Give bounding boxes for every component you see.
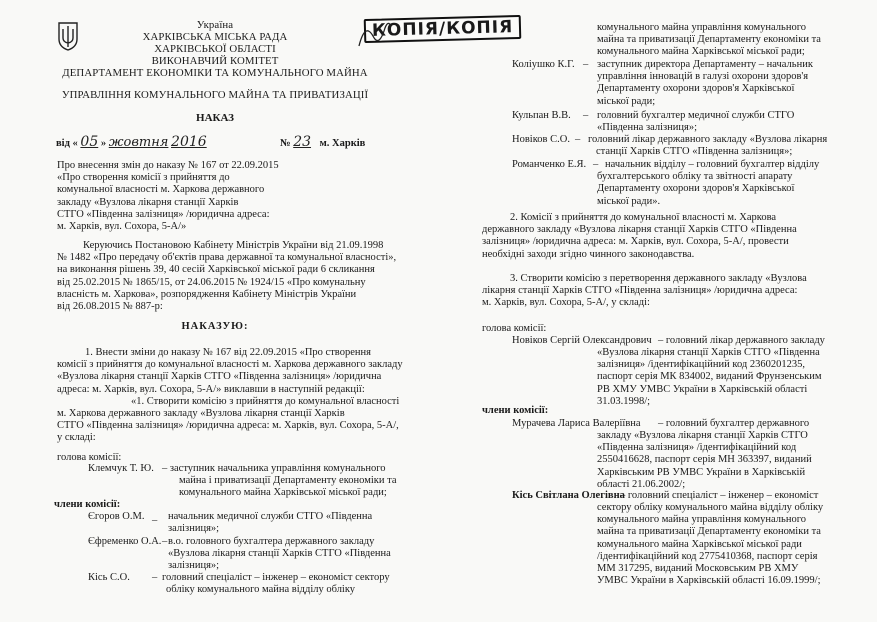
desc-line: комунального майна Харківської міської ради; [179, 487, 387, 499]
p1-line: комісії з прийняття до комунальної власності м. Харкова державного закладу [57, 359, 403, 371]
preamble-line: від 26.08.2015 № 887-р: [57, 301, 163, 313]
desc-line: міської ради; [597, 95, 656, 107]
number-line [280, 136, 365, 150]
subject-line: закладу «Вузлова лікарня станції Харків [57, 196, 239, 208]
header-department: ДЕПАРТАМЕНТ ЕКОНОМІКИ ТА КОМУНАЛЬНОГО МАЙНА [62, 67, 368, 79]
member-desc [597, 110, 794, 134]
desc-line: управління інновацій в галузі охорони здоров'я [597, 71, 809, 83]
p3-line: лікарня станції Харків СТГО «Південна залізниця» /юридична адреса: [482, 285, 798, 297]
desc-line: «Вузлова лікарня станції Харків СТГО «Південна [597, 347, 820, 358]
paragraph-1 [57, 347, 403, 445]
member-name: Новіков С.О. [512, 134, 570, 145]
p2-line: залізниця» /юридична адреса: м. Харків, вул. Сохора, 5-А/, провести [482, 236, 789, 248]
paragraph-2 [482, 212, 797, 261]
desc-line: головний лікар державного закладу «Вузлова лікарня [588, 134, 828, 145]
desc-line: міської ради». [597, 195, 661, 207]
desc-line: головний бухгалтер медичної служби СТГО [597, 110, 795, 121]
desc-line: Департаменту охорони здоров'я Харківської [597, 83, 795, 95]
subject-line: м. Харків, вул. Сохора, 5-А/» [57, 221, 187, 233]
member-dash: _ [152, 511, 158, 522]
preamble-line: № 1482 «Про передачу об'єктів права державної та комунальної власності», [57, 252, 397, 264]
date-day-handwritten: 05 [80, 134, 99, 150]
p1-line: «Вузлова лікарня станції Харків СТГО «Південна залізниця» /юридична [57, 371, 382, 383]
desc-line: залізниця» /ідентифікаційний код 2360201235, [597, 359, 806, 371]
member-dash: – [575, 134, 581, 145]
copy-stamp: КОПІЯ/КОПІЯ [364, 15, 522, 43]
desc-line: області 21.06.2002/; [597, 478, 686, 490]
member-desc-first: – головний спеціаліст – інженер – економіст [620, 490, 819, 501]
p2-line: 2. Комісії з прийняття до комунальної власності м. Харкова [510, 212, 777, 223]
member-name: Єгоров О.М. [88, 511, 145, 522]
doc-type-title: НАКАЗ [196, 112, 234, 124]
city-label: м. Харків [319, 138, 366, 149]
date-mid: » [100, 138, 107, 149]
desc-line: начальник відділу – головний бухгалтер відділу [605, 159, 820, 170]
member-desc [588, 134, 827, 158]
date-prefix: від « [56, 138, 78, 149]
desc-line: 31.03.1998/; [597, 395, 651, 407]
header-directorate: УПРАВЛІННЯ КОМУНАЛЬНОГО МАЙНА ТА ПРИВАТИЗАЦІЇ [61, 89, 369, 101]
subject-block [57, 160, 279, 233]
member-dash: – [583, 59, 589, 70]
subject-line: СТГО «Південна залізниця» /юридична адреса: [57, 208, 270, 220]
desc-line: ММ 317295, виданий Московським РВ ХМУ [597, 563, 799, 575]
desc-line: станції Харків СТГО «Південна залізниця»; [596, 146, 793, 158]
order-number-handwritten: 23 [293, 134, 312, 150]
desc-line: комунального майна Харківської міської ради; [597, 46, 805, 58]
desc-line: «Південна залізниця» /ідентифікаційний код [597, 442, 797, 454]
desc-line: УМВС України в Харківській області 16.09.1999/; [597, 575, 821, 587]
header-committee: ВИКОНАВЧИЙ КОМІТЕТ [151, 55, 279, 67]
p2-line: необхідні заходи згідно чинного законодавства. [482, 248, 695, 260]
right-top-cont [597, 22, 821, 59]
signature-scribble-icon [355, 16, 395, 56]
preamble-line: від 25.02.2015 № 1865/15, от 24.06.2015 № 1924/15 «Про комунальну [57, 276, 366, 288]
right-head-desc [597, 347, 822, 408]
date-month-handwritten: жовтня [108, 135, 169, 150]
p3-line: 3. Створити комісію з перетворення державного закладу «Вузлова [510, 273, 807, 284]
desc-line: – заступник начальника управління комунального [162, 463, 386, 474]
desc-line: Департаменту охорони здоров'я Харківської [597, 183, 795, 195]
member-dash: – [593, 159, 599, 170]
member-desc [597, 502, 823, 587]
member-desc-first: – головний бухгалтер державного [658, 418, 810, 429]
member-desc [168, 511, 372, 535]
member-name: Кісь С.О. [88, 572, 130, 583]
desc-line: бухгалтерського обліку та звітності апарату [597, 171, 793, 183]
desc-line: залізниця»; [168, 560, 220, 572]
left-head-name: Клемчук Т. Ю. [88, 463, 154, 474]
desc-line: «Південна залізниця»; [597, 122, 698, 134]
member-desc [168, 536, 391, 573]
desc-line: залізниця»; [168, 523, 220, 535]
header-country: Україна [196, 19, 234, 31]
desc-line: /ідентифікаційний код 2775410368, паспорт серія [597, 550, 818, 562]
desc-line: майна та приватизації Департаменту економіки та [597, 34, 821, 46]
member-dash: – [162, 536, 168, 547]
desc-line: 2550416628, паспорт серія МН 363397, виданий [597, 454, 812, 466]
paragraph-3 [482, 273, 807, 310]
member-name: Коліушко К.Г. [512, 59, 575, 70]
desc-line: «Вузлова лікарня станції Харків СТГО «Південна [168, 548, 391, 560]
desc-line: комунального майна Харківської міської ради [597, 538, 802, 550]
header-council: ХАРКІВСЬКА МІСЬКА РАДА [142, 31, 288, 43]
desc-line: обліку комунального майна відділу обліку [166, 584, 356, 596]
desc-line: Харківським РВ УМВС України в Харківській [597, 466, 806, 478]
p1-line: 1. Внести зміни до наказу № 167 від 22.09.2015 «Про створення [85, 347, 371, 358]
desc-line: паспорт серія МК 834002, виданий Фрунзенським [597, 371, 822, 383]
desc-line: в.о. головного бухгалтера державного закладу [168, 536, 375, 547]
p3-line: м. Харків, вул. Сохора, 5-А/, у складі: [482, 297, 650, 309]
desc-line: РВ ХМУ УМВС України в Харківській області [597, 383, 808, 395]
p1-line: адреса: м. Харків, вул. Сохора, 5-А/» виклавши в наступній редакції: [57, 383, 365, 395]
preamble-block [57, 240, 397, 313]
member-desc [597, 430, 812, 491]
desc-line: майна та приватизації Департаменту економіки та [597, 526, 821, 538]
number-prefix: № [280, 138, 291, 149]
date-line [56, 136, 207, 150]
subject-line: комунальної власності м. Харкова державного [57, 184, 265, 196]
preamble-line: Керуючись Постановою Кабінету Міністрів України від 21.09.1998 [83, 240, 384, 251]
order-heading: НАКАЗУЮ: [181, 321, 249, 332]
left-head-label: голова комісії: [57, 452, 122, 463]
member-name: Кісь Світлана Олегівна [512, 490, 625, 501]
member-name: Мурачева Лариса Валеріївна [512, 418, 641, 429]
p2-line: державного закладу «Вузлова лікарня станції Харків СТГО «Південна [482, 224, 797, 236]
desc-line: сектору обліку комунального майна відділу обліку [597, 502, 824, 513]
desc-line: комунального майна управління комунального [597, 514, 806, 526]
preamble-line: на виконання рішень 39, 40 сесій Харківської міської ради 6 скликання [57, 264, 375, 276]
left-members-label: члени комісії: [54, 499, 121, 510]
desc-line: майна і приватизації Департаменту економіки та [179, 475, 397, 487]
date-year-handwritten: 2016 [171, 134, 207, 150]
member-dash: – [152, 572, 158, 583]
desc-line: головний спеціаліст – інженер – економіст сектору [162, 572, 390, 583]
member-name: Єфременко О.А. [88, 536, 162, 547]
header-oblast: ХАРКІВСЬКОЇ ОБЛАСТІ [154, 43, 276, 55]
p1-line: СТГО «Південна залізниця» /юридична адреса: м. Харків, вул. Сохора, 5-А/, [57, 420, 399, 432]
member-name: Романченко Е.Я. [512, 159, 587, 170]
member-desc [597, 159, 820, 208]
right-head-name: Новіков Сергій Олександрович [512, 335, 652, 346]
subject-line: «Про створення комісії з прийняття до [57, 172, 230, 184]
left-head-desc [162, 463, 397, 500]
desc-line: закладу «Вузлова лікарня станції Харків СТГО [597, 430, 808, 441]
preamble-line: власність м. Харкова», розпорядження Кабінету Міністрів України [57, 288, 357, 300]
member-desc [597, 59, 813, 108]
desc-line: заступник директора Департаменту – начальник [597, 59, 813, 70]
desc-line: комунального майна управління комунального [597, 22, 806, 33]
member-name: Кульпан В.В. [512, 110, 571, 121]
subject-line: Про внесення змін до наказу № 167 от 22.09.2015 [57, 160, 279, 171]
member-desc [162, 572, 390, 596]
right-head-label: голова комісії: [482, 323, 547, 334]
p1-line: м. Харкова державного закладу «Вузлова лікарня станції Харків [57, 408, 345, 420]
member-dash: – [583, 110, 589, 121]
desc-line: начальник медичної служби СТГО «Південна [168, 511, 373, 522]
right-members-label: члени комісії: [482, 405, 549, 416]
p1-line: у складі: [57, 432, 96, 444]
p1-line: «1. Створити комісію з прийняття до комунальної власності [131, 395, 400, 407]
right-head-desc-first: – головний лікар державного закладу [658, 335, 825, 346]
